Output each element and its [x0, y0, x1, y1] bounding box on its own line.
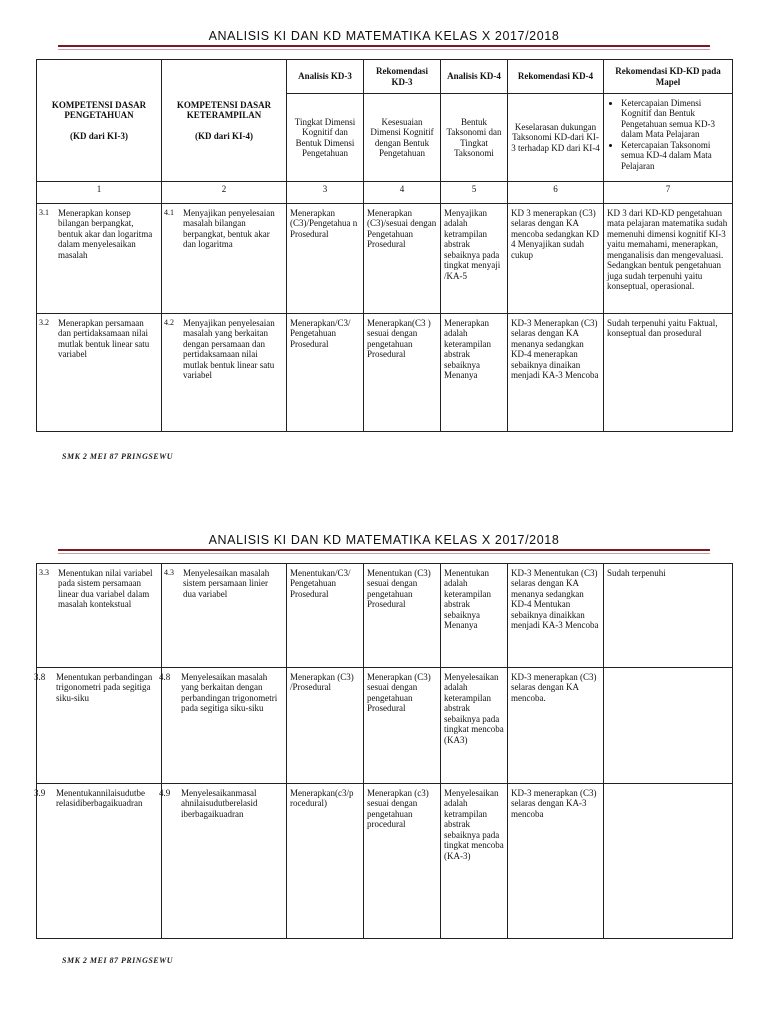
- rekomendasi-kd3-cell: Menentukan (C3) sesuai dengan pengetahuan Prosedural: [364, 564, 441, 668]
- subheader-mapel-item: • Ketercapaian Dimensi Kognitif dan Bentuk Pengetahuan semua KD-3 dalam Mata Pelajaran: [621, 98, 729, 140]
- rekomendasi-kd3-cell: Menerapkan (C3) sesuai dengan pengetahuan Prosedural: [364, 668, 441, 784]
- analisis-kd3-cell: Menerapkan (C3)/Pengetahua n Prosedural: [287, 204, 364, 314]
- analisis-kd3-cell: Menerapkan(c3/p rocedural): [287, 784, 364, 939]
- rekomendasi-kd3-cell: Menerapkan (c3) sesuai dengan pengetahuan procedural: [364, 784, 441, 939]
- analisis-kd4-cell: Menentukan adalah keterampilan abstrak sebaiknya Menanya: [441, 564, 508, 668]
- header-kd-keterampilan: KOMPETENSI DASAR KETERAMPILAN (KD dari KI-4): [162, 60, 287, 182]
- rekomendasi-kd3-cell: Menerapkan(C3 ) sesuai dengan pengetahuan Prosedural: [364, 314, 441, 432]
- column-number: 7: [604, 182, 733, 204]
- footer-school-1: SMK 2 MEI 87 PRINGSEWU: [62, 452, 174, 461]
- kd4-cell: 4.8 Menyelesaikan masalah yang berkaitan dengan perbandingan trigonometri pada segitiga siku-siku: [162, 668, 287, 784]
- column-number: 4: [364, 182, 441, 204]
- kd3-cell: 3.2 Menerapkan persamaan dan pertidaksamaan nilai mutlak bentuk linear satu variabel: [37, 314, 162, 432]
- kd3-cell: 3.9 Menentukannilaisudutbe relasidiberbagaikuadran: [37, 784, 162, 939]
- kd4-cell: 4.1 Menyajikan penyelesaian masalah bilangan berpangkat, bentuk akar dan logaritma: [162, 204, 287, 314]
- header-kd-pengetahuan: KOMPETENSI DASAR PENGETAHUAN (KD dari KI-3): [37, 60, 162, 182]
- table-row: [37, 668, 733, 784]
- subheader-analisis-kd3: Tingkat Dimensi Kognitif dan Bentuk Dimensi Pengetahuan: [287, 94, 364, 182]
- analisis-kd3-cell: Menentukan/C3/ Pengetahuan Prosedural: [287, 564, 364, 668]
- column-number: 2: [162, 182, 287, 204]
- column-number: 5: [441, 182, 508, 204]
- subheader-rekomendasi-mapel: [604, 94, 733, 182]
- subheader-rekomendasi-kd4: Keselarasan dukungan Taksonomi KD-dari KI-3 terhadap KD dari KI-4: [508, 94, 604, 182]
- subheader-analisis-kd4: Bentuk Taksonomi dan Tingkat Taksonomi: [441, 94, 508, 182]
- rekomendasi-mapel-cell: KD 3 dari KD-KD pengetahuan mata pelajaran matematika sudah memenuhi dimensi kognitif KI-3 yaitu memahami, menerapkan, menganalisis dan mengevaluasi. Sedangkan bentuk pengetahuan juga sudah terpenuhi yaitu konseptual, operasional.: [604, 204, 733, 314]
- kd4-cell: 4.2 Menyajikan penyelesaian masalah yang berkaitan dengan persamaan dan pertidaksamaan nilai mutlak bentuk linear satu variabel: [162, 314, 287, 432]
- kd3-cell: 3.3 Menentukan nilai variabel pada sistem persamaan linear dua variabel dalam masalah kontekstual: [37, 564, 162, 668]
- column-number: 6: [508, 182, 604, 204]
- subheader-rekomendasi-kd3: Kesesuaian Dimensi Kognitif dengan Bentuk Pengetahuan: [364, 94, 441, 182]
- column-number: 3: [287, 182, 364, 204]
- title-rule-2: [58, 549, 710, 554]
- kd4-cell: 4.3 Menyelesaikan masalah sistem persamaan linier dua variabel: [162, 564, 287, 668]
- rekomendasi-mapel-cell: Sudah terpenuhi yaitu Faktual, konseptual dan prosedural: [604, 314, 733, 432]
- analisis-kd4-cell: Menyelesaikan adalah ketrampilan abstrak sebaiknya pada tingkat mencoba (KA-3): [441, 784, 508, 939]
- header-rekomendasi-kd3: Rekomendasi KD-3: [364, 60, 441, 94]
- footer-school-2: SMK 2 MEI 87 PRINGSEWU: [62, 956, 174, 965]
- rekomendasi-kd4-cell: KD-3 Menentukan (C3) selaras dengan KA menanya sedangkan KD-4 Mentukan sebaiknya dinaikkan menjadi KA-3 Mencoba: [508, 564, 604, 668]
- analisis-kd3-cell: Menerapkan (C3) /Prosedural: [287, 668, 364, 784]
- table-row: [37, 564, 733, 668]
- subheader-mapel-item: • Ketercapaian Taksonomi semua KD-4 dalam Mata Pelajaran: [621, 140, 729, 171]
- analisis-kd3-cell: Menerapkan/C3/ Pengetahuan Prosedural: [287, 314, 364, 432]
- rekomendasi-mapel-cell: Sudah terpenuhi: [604, 564, 733, 668]
- rekomendasi-kd4-cell: KD-3 menerapkan (C3) selaras dengan KA-3 mencoba: [508, 784, 604, 939]
- rekomendasi-kd3-cell: Menerapkan (C3)/sesuai dengan Pengetahuan Prosedural: [364, 204, 441, 314]
- kd3-cell: 3.1 Menerapkan konsep bilangan berpangkat, bentuk akar dan logaritma dalam menyelesaikan masalah: [37, 204, 162, 314]
- table-row: [37, 204, 733, 314]
- analisis-kd4-cell: Menyelesaikan adalah keterampilan abstrak sebaiknya pada tingkat mencoba (KA3): [441, 668, 508, 784]
- analisis-kd4-cell: Menyajikan adalah ketrampilan abstrak sebaiknya pada tingkat menyaji /KA-5: [441, 204, 508, 314]
- rekomendasi-kd4-cell: KD 3 menerapkan (C3) selaras dengan KA mencoba sedangkan KD 4 Menyajikan sudah cukup: [508, 204, 604, 314]
- analysis-table-2: [36, 563, 733, 939]
- rekomendasi-kd4-cell: KD-3 menerapkan (C3) selaras dengan KA mencoba.: [508, 668, 604, 784]
- analisis-kd4-cell: Menerapkan adalah keterampilan abstrak sebaiknya Menanya: [441, 314, 508, 432]
- table-row: [37, 784, 733, 939]
- analysis-table-1: [36, 59, 733, 432]
- page-title-1: ANALISIS KI DAN KD MATEMATIKA KELAS X 2017/2018: [208, 29, 560, 43]
- kd4-cell: 4.9 Menyelesaikanmasal ahnilaisudutberelasid iberbagaikuadran: [162, 784, 287, 939]
- table-row: [37, 314, 733, 432]
- header-analisis-kd3: Analisis KD-3: [287, 60, 364, 94]
- header-rekomendasi-mapel: Rekomendasi KD-KD pada Mapel: [604, 60, 733, 94]
- rekomendasi-kd4-cell: KD-3 Menerapkan (C3) selaras dengan KA menanya sedangkan KD-4 menerapkan sebaiknya dinaikan menjadi KA-3 Mencoba: [508, 314, 604, 432]
- rekomendasi-mapel-cell: [604, 784, 733, 939]
- kd3-cell: 3.8 Menentukan perbandingan trigonometri pada segitiga siku-siku: [37, 668, 162, 784]
- column-number: 1: [37, 182, 162, 204]
- header-analisis-kd4: Analisis KD-4: [441, 60, 508, 94]
- title-rule-1: [58, 45, 710, 50]
- rekomendasi-mapel-cell: [604, 668, 733, 784]
- page-title-2: ANALISIS KI DAN KD MATEMATIKA KELAS X 2017/2018: [208, 533, 560, 547]
- header-rekomendasi-kd4: Rekomendasi KD-4: [508, 60, 604, 94]
